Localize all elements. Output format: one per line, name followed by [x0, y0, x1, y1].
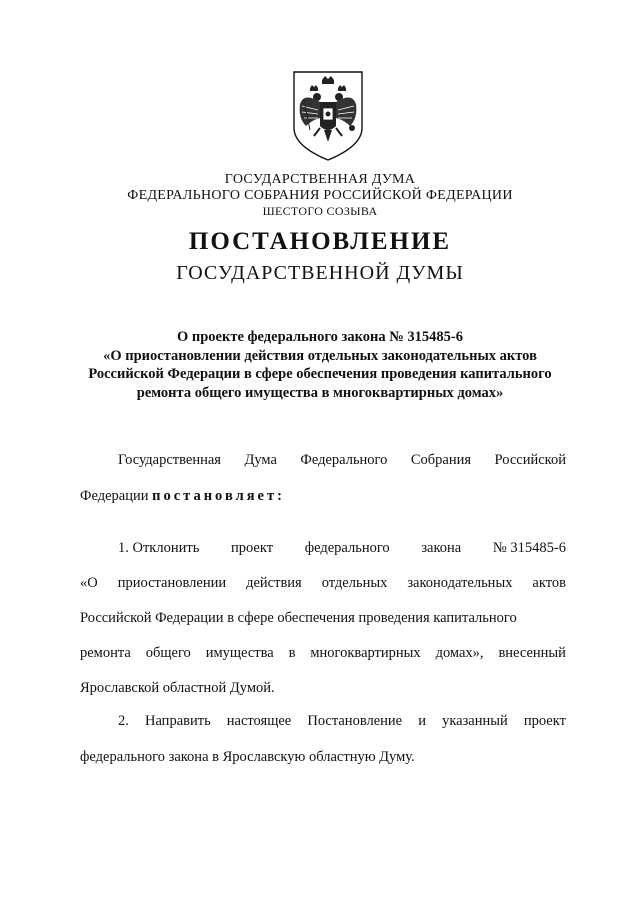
word: закона: [421, 540, 462, 556]
word: отдельных: [321, 575, 388, 591]
item1-line-2: [80, 575, 566, 592]
item1-line-5: Ярославской областной Думой.: [80, 680, 275, 696]
word: «О: [80, 575, 98, 591]
word: в: [288, 645, 296, 661]
word: федерального: [304, 540, 390, 556]
word: домах»,: [435, 645, 484, 661]
word: проект: [230, 540, 274, 556]
word: Постановление: [307, 713, 403, 729]
word: Федерального: [300, 452, 388, 468]
word: 2.: [118, 713, 129, 729]
word: Направить: [144, 713, 211, 729]
word: 1. Отклонить: [118, 540, 200, 556]
word: действия: [246, 575, 302, 591]
item2-line-1: [118, 713, 566, 730]
word: приостановлении: [117, 575, 227, 591]
header-line-duma: ГОСУДАРСТВЕННАЯ ДУМА: [224, 172, 416, 187]
item1-line-4: [80, 645, 566, 662]
word: имущества: [205, 645, 274, 661]
item2-line-2: федерального закона в Ярославскую областную Думу.: [80, 749, 415, 765]
word: ремонта: [80, 645, 131, 661]
word: Федерации: [80, 488, 149, 504]
subject-line: О проекте федерального закона № 315485-6: [176, 329, 464, 345]
word: законодательных: [407, 575, 513, 591]
word: многоквартирных: [310, 645, 421, 661]
word: Российской: [494, 452, 566, 468]
word: и: [418, 713, 426, 729]
word: проект: [523, 713, 566, 729]
preamble-line-2: [80, 488, 566, 505]
document-subject: [60, 328, 580, 402]
word: внесенный: [498, 645, 566, 661]
item1-line-1: [118, 540, 566, 557]
word: общего: [145, 645, 191, 661]
coat-of-arms-emblem: [290, 70, 366, 162]
word: настоящее: [226, 713, 292, 729]
word: Государственная: [118, 452, 221, 468]
document-subtitle: ГОСУДАРСТВЕННОЙ ДУМЫ: [176, 262, 464, 284]
header-line-assembly: ФЕДЕРАЛЬНОГО СОБРАНИЯ РОССИЙСКОЙ ФЕДЕРАЦИИ: [127, 188, 513, 203]
word: № 315485-6: [492, 540, 566, 556]
subject-line: ремонта общего имущества в многоквартирных домах»: [136, 384, 504, 401]
document-title: ПОСТАНОВЛЕНИЕ: [188, 228, 452, 255]
resolves-word: постановляет:: [152, 488, 285, 504]
word: Дума: [244, 452, 277, 468]
item1-line-3: Российской Федерации в сфере обеспечения проведения капитального: [80, 610, 517, 626]
subject-line: Российской Федерации в сфере обеспечения проведения капитального: [88, 366, 552, 382]
word: актов: [532, 575, 566, 591]
preamble-line-1: [118, 452, 566, 469]
word: Собрания: [410, 452, 472, 468]
header-line-convocation: ШЕСТОГО СОЗЫВА: [262, 204, 378, 218]
subject-line: «О приостановлении действия отдельных законодательных актов: [103, 347, 537, 364]
word: указанный: [442, 713, 508, 729]
